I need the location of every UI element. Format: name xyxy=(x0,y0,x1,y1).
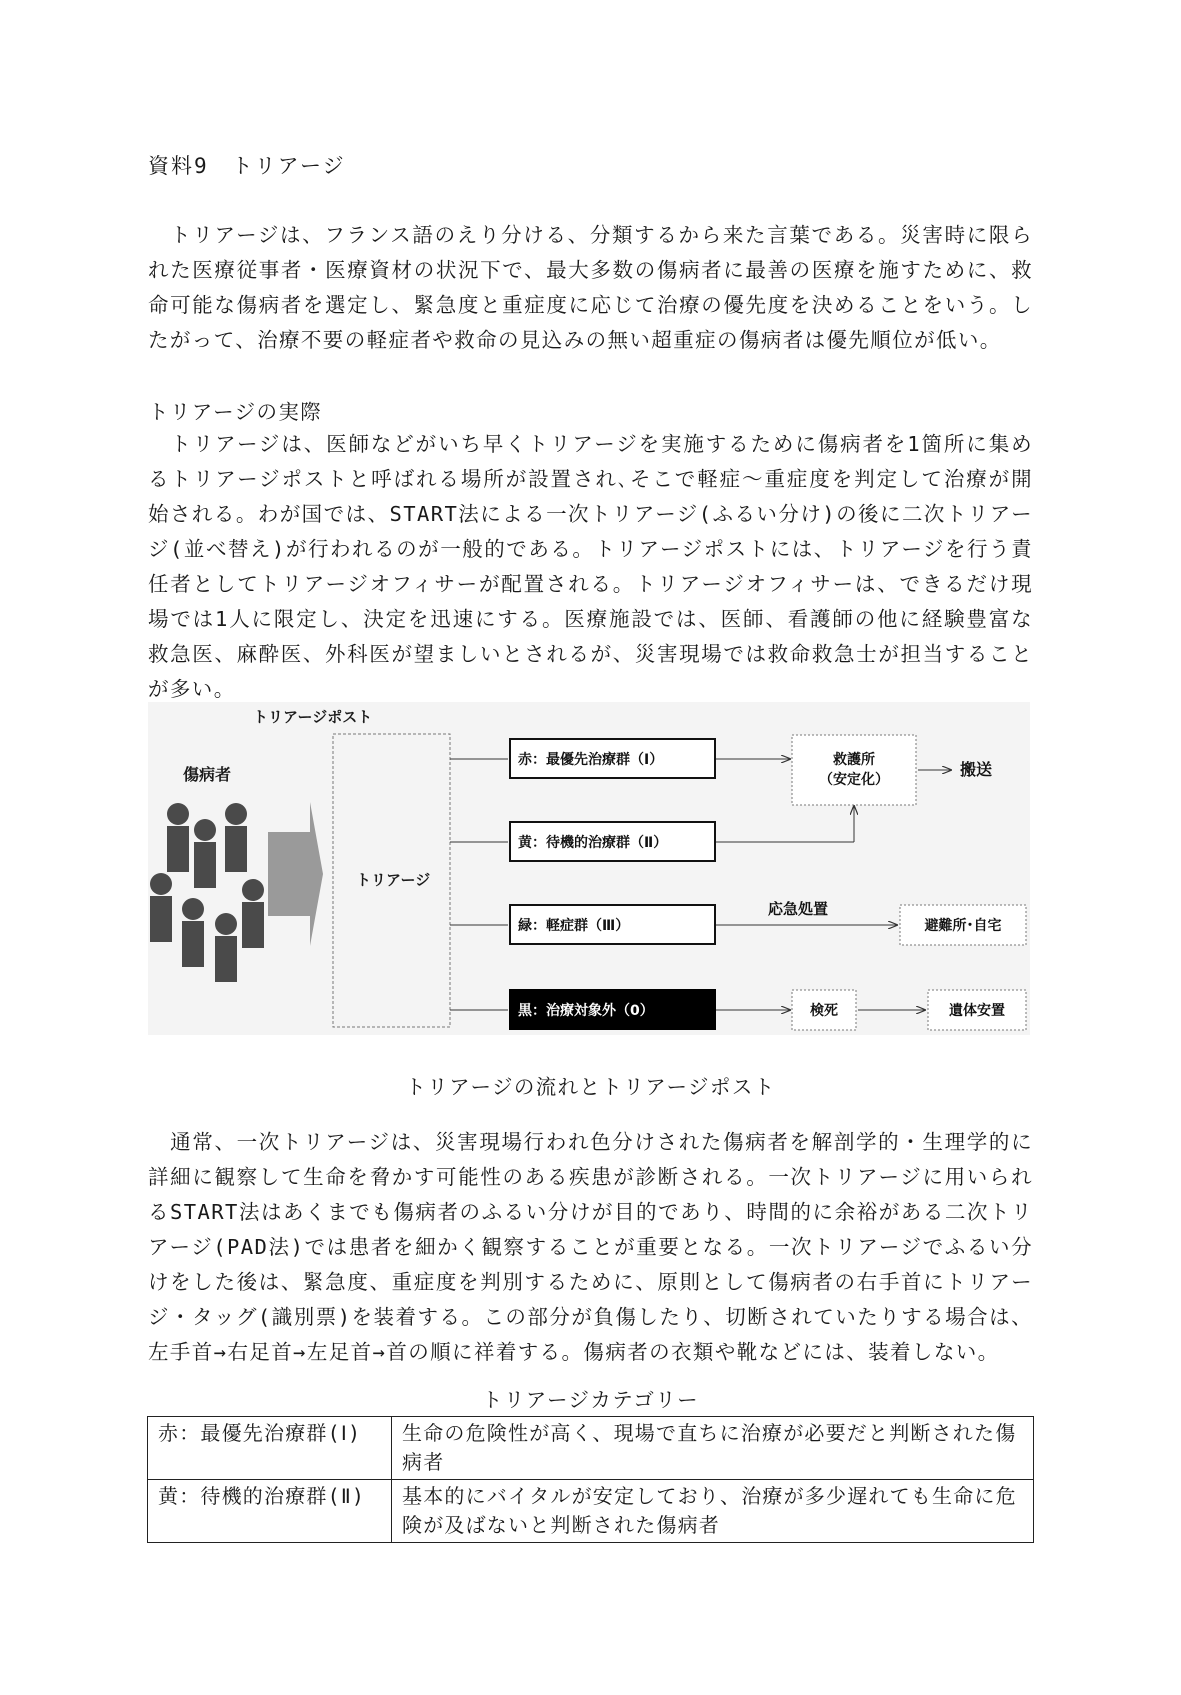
table-cell-description: 基本的にバイタルが安定しており、治療が多少遅れても生命に危険が及ばないと判断された傷病者 xyxy=(392,1480,1034,1543)
practice-paragraph: トリアージは、医師などがいち早くトリアージを実施するために傷病者を1箇所に集めるトリアージポストと呼ばれる場所が設置され､そこで軽症～重症度を判定して治療が開始される。わが国では、START法による一次トリアージ(ふるい分け)の後に二次トリアージ(並べ替え)が行われるのが一般的である。トリアージポストには、トリアージを行う責任者としてトリアージオフィサーが配置される。トリアージオフィサーは、できるだけ現場では1人に限定し、決定を迅速にする。医療施設では、医師、看護師の他に経験豊富な救急医、麻酔医、外科医が望ましいとされるが、災害現場では救命救急士が担当することが多い。 xyxy=(148,432,1033,701)
patient-icon xyxy=(150,873,172,942)
triage-label: トリアージ xyxy=(356,871,431,889)
secondary-paragraph: 通常、一次トリアージは、災害現場行われ色分けされた傷病者を解剖学的・生理学的に詳細に観察して生命を脅かす可能性のある疾患が診断される。一次トリアージに用いられるSTART法はあくまでも傷病者のふるい分けが目的であり、時間的に余裕がある二次トリアージ(PAD法)では患者を細かく観察することが重要となる。一次トリアージでふるい分けをした後は、緊急度、重症度を判別するために、原則として傷病者の右手首にトリアージ・タッグ(識別票)を装着する。この部分が負傷したり、切断されていたりする場合は、左手首→右足首→左足首→首の順に祥着する。傷病者の衣類や靴などには、装着しない。 xyxy=(148,1130,1033,1364)
inquest-label: 検死 xyxy=(810,1003,838,1019)
table-caption: トリアージカテゴリー xyxy=(481,1388,700,1412)
patient-icon xyxy=(215,913,237,982)
table-cell-category: 黄：待機的治療群(Ⅱ) xyxy=(148,1480,392,1543)
rescue-station-label: 救護所 xyxy=(833,752,875,768)
practice-heading: トリアージの実際 xyxy=(148,400,323,424)
triage-category-table xyxy=(147,1416,1034,1543)
transport-label: 搬送 xyxy=(960,760,993,779)
shelter-label: 避難所･自宅 xyxy=(924,918,1002,934)
intro-paragraph: トリアージは、フランス語のえり分ける、分類するから来た言葉である。災害時に限られた医療従事者・医療資材の状況下で、最大多数の傷病者に最善の医療を施すために、救命可能な傷病者を選定し、緊急度と重症度に応じて治療の優先度を決めることをいう。したがって、治療不要の軽症者や救命の見込みの無い超重症の傷病者は優先順位が低い。 xyxy=(148,223,1033,352)
category-red-label: 赤：最優先治療群（Ⅰ） xyxy=(518,752,664,768)
table-cell-description: 生命の危険性が高く、現場で直ちに治療が必要だと判断された傷病者 xyxy=(392,1417,1034,1480)
table-cell-category: 赤：最優先治療群(Ⅰ) xyxy=(148,1417,392,1480)
rescue-station-sublabel: （安定化） xyxy=(819,772,889,788)
remains-label: 遺体安置 xyxy=(949,1003,1005,1019)
category-green-label: 緑：軽症群（Ⅲ） xyxy=(518,918,630,934)
diagram-caption: トリアージの流れとトリアージポスト xyxy=(405,1075,776,1099)
patient-icon xyxy=(182,898,204,967)
section-heading: 資料9 トリアージ xyxy=(148,154,346,178)
rescue-station-box xyxy=(792,735,916,805)
triage-flow-svg xyxy=(148,702,1030,1035)
category-yellow-label: 黄：待機的治療群（Ⅱ） xyxy=(518,835,668,851)
triage-flow-diagram xyxy=(148,702,1030,1035)
patient-icon xyxy=(225,803,247,872)
table-row xyxy=(148,1480,1034,1543)
patient-icon xyxy=(167,803,189,872)
patient-icon xyxy=(194,819,216,888)
first-aid-label: 応急処置 xyxy=(768,900,829,918)
triage-post-label: トリアージポスト xyxy=(253,708,373,726)
table-row xyxy=(148,1417,1034,1480)
patient-icon xyxy=(242,879,264,948)
category-black-label: 黒：治療対象外（0） xyxy=(518,1003,654,1019)
patients-label: 傷病者 xyxy=(183,765,232,784)
